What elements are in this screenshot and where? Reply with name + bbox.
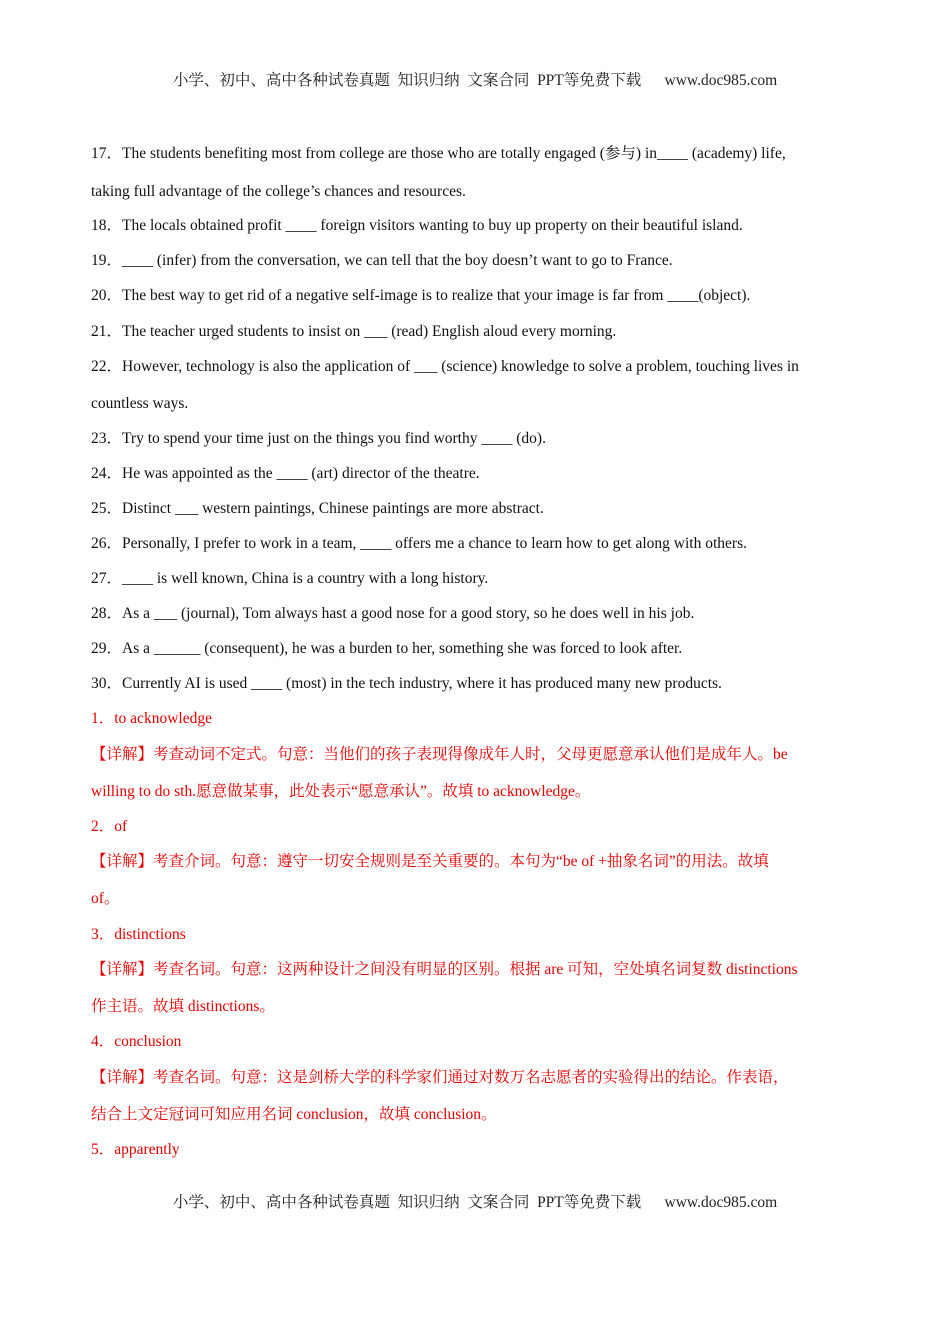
- question-25: 25．Distinct ___ western paintings, Chinese paintings are more abstract.: [91, 500, 544, 517]
- answer-1-detail-line2: willing to do sth.愿意做某事，此处表示“愿意承认”。故填 to acknowledge。: [91, 783, 591, 800]
- question-21: 21．The teacher urged students to insist on ___ (read) English aloud every morning.: [91, 323, 617, 340]
- answer-1: 1．to acknowledge: [91, 710, 212, 727]
- question-17-line1: 17．The students benefiting most from college are those who are totally engaged (参与) in____ (academy) life,: [91, 145, 786, 162]
- question-17-line2: taking full advantage of the college’s chances and resources.: [91, 183, 466, 200]
- answer-5: 5．apparently: [91, 1141, 180, 1158]
- question-28: 28．As a ___ (journal), Tom always hast a good nose for a good story, so he does well in his job.: [91, 605, 695, 622]
- answer-2-detail-line2: of。: [91, 890, 120, 907]
- answer-4-detail-line2: 结合上文定冠词可知应用名词 conclusion，故填 conclusion。: [91, 1106, 497, 1123]
- question-18: 18．The locals obtained profit ____ foreign visitors wanting to buy up property on their beautiful island.: [91, 217, 743, 234]
- answer-3-detail-line2: 作主语。故填 distinctions。: [91, 998, 275, 1015]
- question-19: 19．____ (infer) from the conversation, we can tell that the boy doesn’t want to go to France.: [91, 252, 673, 269]
- question-22-line1: 22．However, technology is also the application of ___ (science) knowledge to solve a problem, touching lives in: [91, 358, 799, 375]
- question-22-line2: countless ways.: [91, 395, 189, 412]
- answer-1-detail-line1: 【详解】考查动词不定式。句意：当他们的孩子表现得像成年人时，父母更愿意承认他们是成年人。be: [91, 746, 788, 763]
- question-26: 26．Personally, I prefer to work in a team, ____ offers me a chance to learn how to get along with others.: [91, 535, 747, 552]
- question-20: 20．The best way to get rid of a negative self-image is to realize that your image is far from ____(object).: [91, 287, 751, 304]
- question-29: 29．As a ______ (consequent), he was a burden to her, something she was forced to look after.: [91, 640, 683, 657]
- page-header: 小学、初中、高中各种试卷真题 知识归纳 文案合同 PPT等免费下载 www.doc985.com: [172, 72, 778, 89]
- answer-3-detail-line1: 【详解】考查名词。句意：这两种设计之间没有明显的区别。根据 are 可知，空处填名词复数 distinctions: [91, 961, 798, 978]
- page-footer: 小学、初中、高中各种试卷真题 知识归纳 文案合同 PPT等免费下载 www.doc985.com: [172, 1194, 778, 1211]
- question-30: 30．Currently AI is used ____ (most) in the tech industry, where it has produced many new products.: [91, 675, 722, 692]
- answer-4: 4．conclusion: [91, 1033, 182, 1050]
- answer-3: 3．distinctions: [91, 926, 186, 943]
- question-23: 23．Try to spend your time just on the things you find worthy ____ (do).: [91, 430, 546, 447]
- answer-4-detail-line1: 【详解】考查名词。句意：这是剑桥大学的科学家们通过对数万名志愿者的实验得出的结论。作表语，: [91, 1069, 789, 1086]
- answer-2: 2．of: [91, 818, 128, 835]
- question-27: 27．____ is well known, China is a country with a long history.: [91, 570, 489, 587]
- answer-2-detail-line1: 【详解】考查介词。句意：遵守一切安全规则是至关重要的。本句为“be of +抽象名词”的用法。故填: [91, 853, 769, 870]
- question-24: 24．He was appointed as the ____ (art) director of the theatre.: [91, 465, 480, 482]
